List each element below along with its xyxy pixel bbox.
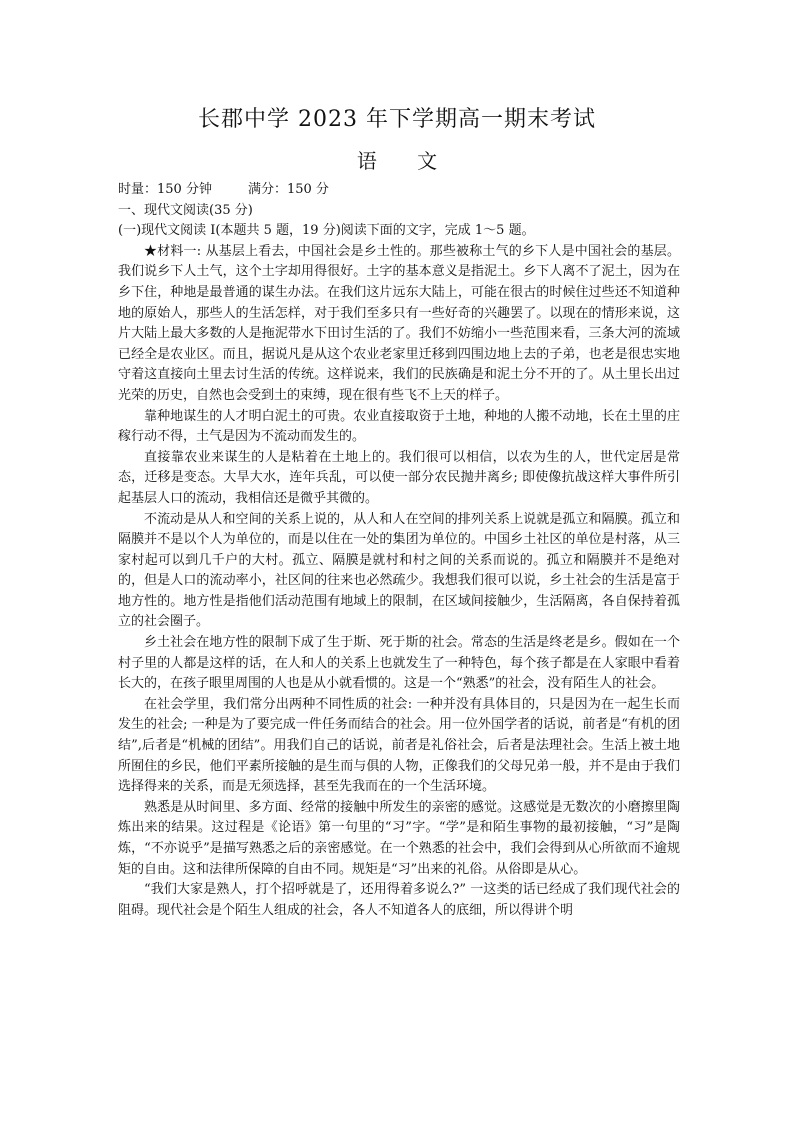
paragraph: 乡土社会在地方性的限制下成了生于斯、死于斯的社会。常态的生活是终老是乡。假如在一个村子里的人都是这样的话，在人和人的关系上也就发生了一种特色，每个孩子都是在人家眼中看着长大的，在孩子眼里周围的人也是从小就看惯的。这是一个“熟悉”的社会，没有陌生人的社会。 bbox=[118, 635, 680, 692]
exam-info-line bbox=[118, 180, 680, 201]
paragraph: 在社会学里，我们常分出两种不同性质的社会: 一种并没有具体目的，只是因为在一起生长而发生的社会; 一种是为了要完成一件任务而结合的社会。用一位外国学者的话说，前者是“有机的团结”,后者是“机械的团结”。用我们自己的话说，前者是礼俗社会，后者是法理社会。生活上被土地所囿住的乡民，他们平素所接触的是生而与俱的人物，正像我们的父母兄弟一般，并不是由于我们选择得来的关系，而是无须选择，甚至先我而在的一个生活环境。 bbox=[118, 696, 680, 795]
subject-heading: 语 文 bbox=[356, 149, 438, 173]
paragraph: 直接靠农业来谋生的人是粘着在土地上的。我们很可以相信，以农为生的人，世代定居是常态，迁移是变态。大旱大水，连年兵乱，可以使一部分农民抛井离乡; 即使像抗战这样大事件所引起基层人口的流动，我相信还是微乎其微的。 bbox=[118, 449, 680, 506]
exam-score: 满分：150 分 bbox=[247, 182, 329, 197]
paragraph: 靠种地谋生的人才明白泥土的可贵。农业直接取资于土地，种地的人搬不动地，长在土里的庄稼行动不得，土气是因为不流动而发生的。 bbox=[118, 408, 680, 445]
exam-time: 时量：150 分钟 bbox=[118, 182, 212, 197]
paragraph: 不流动是从人和空间的关系上说的，从人和人在空间的排列关系上说就是孤立和隔膜。孤立和隔膜并不是以个人为单位的，而是以住在一处的集团为单位的。中国乡土社区的单位是村落，从三家村起可以到几千户的大村。孤立、隔膜是就村和村之间的关系而说的。孤立和隔膜并不是绝对的，但是人口的流动率小，社区间的往来也必然疏少。我想我们很可以说，乡土社会的生活是富于地方性的。地方性是指他们活动范围有地域上的限制，在区域间接触少，生活隔离，各自保持着孤立的社会圈子。 bbox=[118, 511, 680, 630]
paragraph-material-one: ★材料一: 从基层上看去，中国社会是乡土性的。那些被称土气的乡下人是中国社会的基层。我们说乡下人土气，这个土字却用得很好。土字的基本意义是指泥土。乡下人离不了泥土，因为在乡下住，种地是最普通的谋生办法。在我们这片远东大陆上，可能在很古的时候住过些还不知道种地的原始人，那些人的生活怎样，对于我们至多只有一些好奇的兴趣罢了。以现在的情形来说，这片大陆上最大多数的人是拖泥带水下田讨生活的了。我们不妨缩小一些范围来看，三条大河的流域已经全是农业区。而且，据说凡是从这个农业老家里迁移到四围边地上去的子弟，也老是很忠实地守着这直接向土里去讨生活的传统。这样说来，我们的民族确是和泥土分不开的了。从土里长出过光荣的历史，自然也会受到土的束缚，现在很有些飞不上天的样子。 bbox=[118, 243, 680, 403]
paragraph: 熟悉是从时间里、多方面、经常的接触中所发生的亲密的感觉。这感觉是无数次的小磨擦里陶炼出来的结果。这过程是《论语》第一句里的“习”字。“学”是和陌生事物的最初接触，“习”是陶炼，“不亦说乎”是描写熟悉之后的亲密感觉。在一个熟悉的社会中，我们会得到从心所欲而不逾规矩的自由。这和法律所保障的自由不同。规矩是“习”出来的礼俗。从俗即是从心。 bbox=[118, 799, 680, 877]
section-subheading: (一)现代文阅读 I(本题共 5 题，19 分)阅读下面的文字，完成 1～5 题。 bbox=[118, 223, 535, 239]
exam-content bbox=[118, 180, 680, 921]
section-heading: 一、现代文阅读(35 分) bbox=[118, 202, 253, 218]
paragraph: “我们大家是熟人，打个招呼就是了，还用得着多说么?” 一这类的话已经成了我们现代社会的阻碍。现代社会是个陌生人组成的社会，各人不知道各人的底细，所以得讲个明 bbox=[118, 882, 680, 918]
page-title: 长郡中学 2023 年下学期高一期末考试 bbox=[198, 107, 596, 132]
